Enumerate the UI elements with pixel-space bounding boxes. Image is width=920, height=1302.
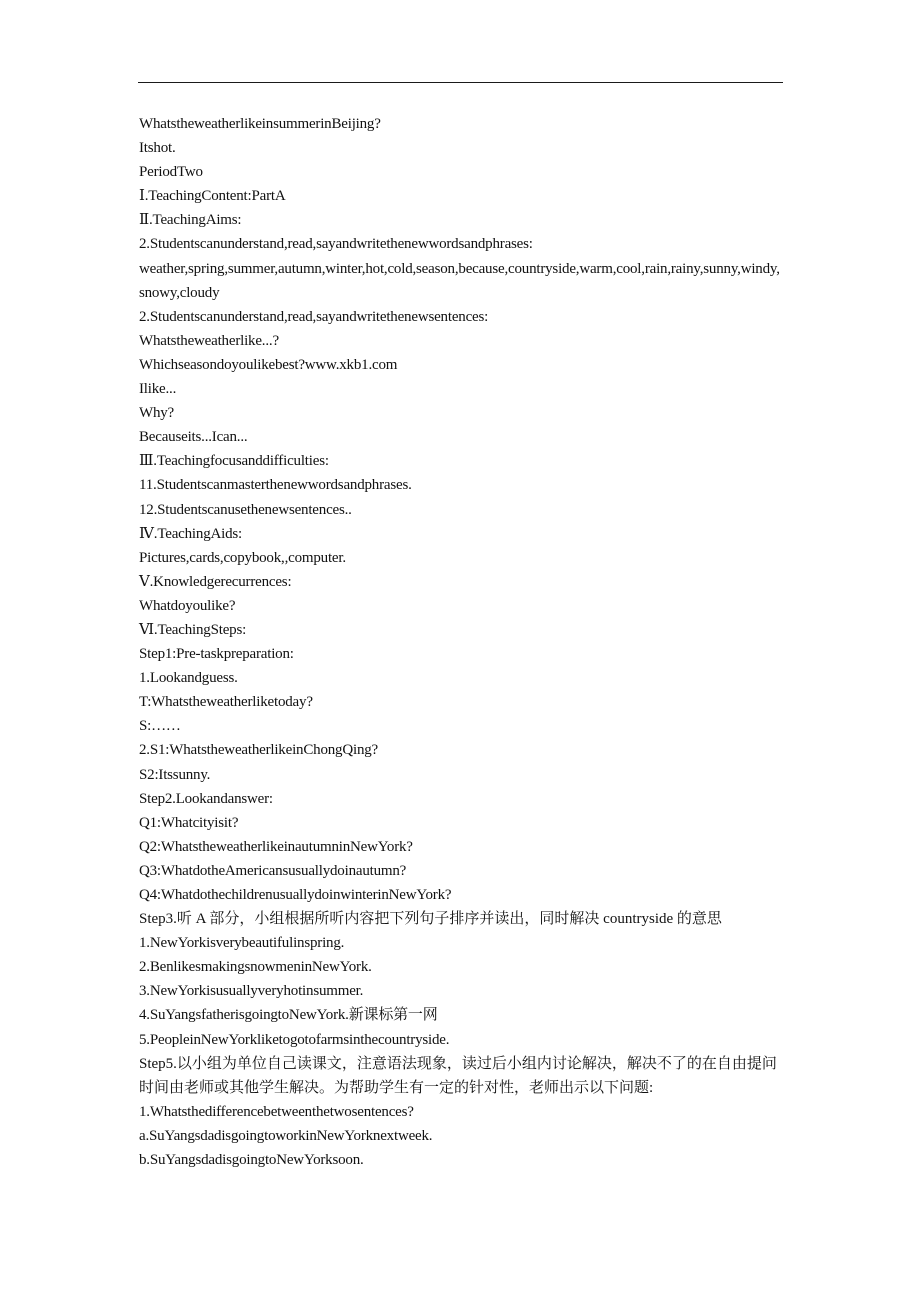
section-heading: Ⅱ.TeachingAims: xyxy=(139,212,242,229)
text-line: 3.NewYorkisusuallyveryhotinsummer. xyxy=(139,983,364,1000)
text-line: S2:Itssunny. xyxy=(139,766,211,783)
text-line: Q1:Whatcityisit? xyxy=(139,814,239,831)
text-line: 1.NewYorkisverybeautifulinspring. xyxy=(139,935,345,952)
text-line: Q2:WhatstheweatherlikeinautumninNewYork? xyxy=(139,838,413,855)
text-line: 1.Whatsthedifferencebetweenthetwosentences? xyxy=(139,1103,414,1120)
text-line: a.SuYangsdadisgoingtoworkinNewYorknextweek. xyxy=(139,1127,433,1144)
text-line: 11.Studentscanmasterthenewwordsandphrases. xyxy=(139,477,412,494)
section-heading: Ⅳ.TeachingAids: xyxy=(139,525,242,542)
text-line: Whichseasondoyoulikebest?www.xkb1.com xyxy=(139,356,398,373)
text-line: WhatstheweatherlikeinsummerinBeijing? xyxy=(139,116,381,132)
step-heading: Step1:Pre-taskpreparation: xyxy=(139,646,294,663)
text-line: 1.Lookandguess. xyxy=(139,670,238,687)
step-heading: Step5.以小组为单位自己读课文，注意语法现象，读过后小组内讨论解决，解决不了的在自由提问时间由老师或其他学生解决。为帮助学生有一定的针对性，老师出示以下问题: xyxy=(139,1055,777,1096)
text-line: 2.Studentscanunderstand,read,sayandwritethenewwordsandphrases: xyxy=(139,236,533,253)
lesson-plan-body xyxy=(139,112,784,1172)
text-line: Q3:WhatdotheAmericansusuallydoinautumn? xyxy=(139,862,407,879)
text-line: Whatdoyoulike? xyxy=(139,597,236,614)
text-line: Becauseits...Ican... xyxy=(139,429,248,446)
section-heading: Ⅵ.TeachingSteps: xyxy=(139,621,247,638)
section-heading: Ⅲ.Teachingfocusanddifficulties: xyxy=(139,453,329,470)
text-line: Ilike... xyxy=(139,381,177,398)
text-line: T:Whatstheweatherliketoday? xyxy=(139,694,313,711)
text-line: 5.PeopleinNewYorkliketogotofarmsinthecountryside. xyxy=(139,1031,450,1048)
text-line: Pictures,cards,copybook,,computer. xyxy=(139,549,346,566)
step-heading: Step3.听 A 部分，小组根据所听内容把下列句子排序并读出，同时解决 countryside 的意思 xyxy=(139,911,722,928)
vocabulary-list: weather,spring,summer,autumn,winter,hot,cold,season,because,countryside,warm,cool,rain,rainy,sunny,windy,snowy,cloudy xyxy=(139,260,780,301)
text-line: Whatstheweatherlike...? xyxy=(139,332,279,349)
text-line: 2.S1:WhatstheweatherlikeinChongQing? xyxy=(139,742,378,759)
section-heading: Ⅴ.Knowledgerecurrences: xyxy=(139,573,292,590)
text-line: Why? xyxy=(139,405,175,422)
text-line: Q4:WhatdothechildrenusuallydoinwinterinNewYork? xyxy=(139,887,452,903)
header-rule xyxy=(138,82,783,83)
text-line: 4.SuYangsfatherisgoingtoNewYork.新课标第一网 xyxy=(139,1007,438,1024)
section-heading: Ⅰ.TeachingContent:PartA xyxy=(139,188,286,205)
section-heading: PeriodTwo xyxy=(139,164,203,181)
text-line: b.SuYangsdadisgoingtoNewYorksoon. xyxy=(139,1152,364,1169)
step-heading: Step2.Lookandanswer: xyxy=(139,790,273,807)
text-line: 2.BenlikesmakingsnowmeninNewYork. xyxy=(139,959,372,976)
text-line: S:…… xyxy=(139,718,181,735)
text-line: 2.Studentscanunderstand,read,sayandwritethenewsentences: xyxy=(139,308,489,325)
text-line: 12.Studentscanusethenewsentences.. xyxy=(139,501,352,518)
text-line: Itshot. xyxy=(139,140,176,157)
